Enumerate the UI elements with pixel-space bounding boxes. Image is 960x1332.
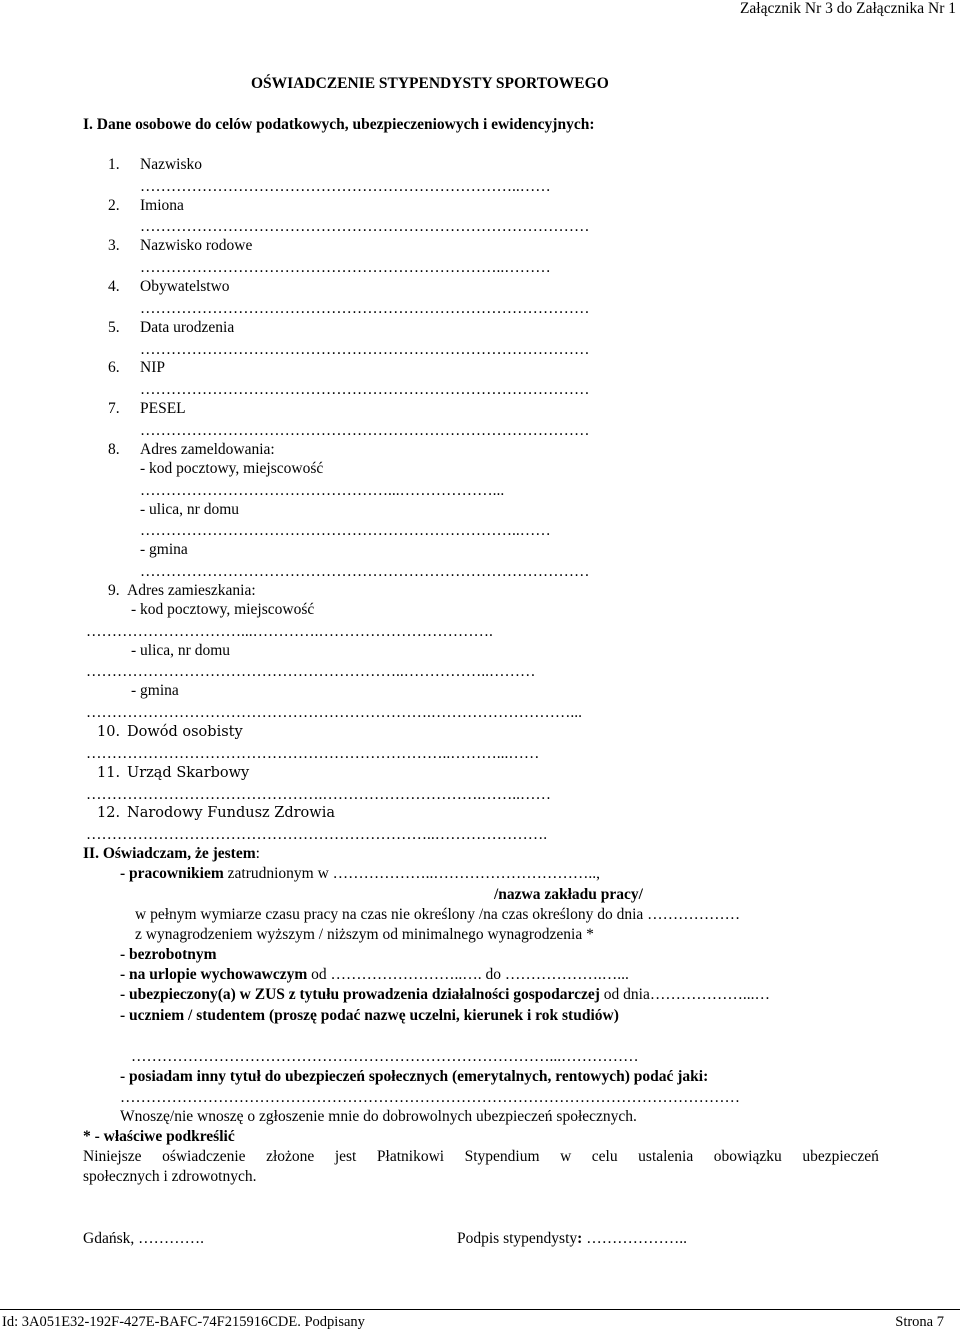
registered-gmina-field[interactable]: …………………………………………………………………………… [140, 563, 590, 580]
item-label-nfz: Narodowy Fundusz Zdrowia [127, 805, 335, 821]
footer-id: Id: 3A051E32-192F-427E-BAFC-74F215916CDE. Podpisany [2, 1314, 365, 1330]
statement-word: Niniejsze [83, 1148, 142, 1165]
option-parental-bold: - na urlopie wychowawczym [120, 966, 308, 983]
option-student[interactable]: - uczniem / studentem (proszę podać nazwę uczelni, kierunek i rok studiów) [120, 1007, 619, 1024]
signature-field[interactable] [457, 1230, 687, 1248]
signature-label: Podpis stypendysty [457, 1230, 578, 1247]
residence-postal-field[interactable]: …………………………...………….……………………………. [86, 623, 493, 640]
voluntary-insurance: Wnoszę/nie wnoszę o zgłoszenie mnie do dobrowolnych ubezpieczeń społecznych. [120, 1108, 637, 1125]
item-label-data-urodzenia: Data urodzenia [140, 319, 235, 336]
option-unemployed[interactable]: - bezrobotnym [120, 946, 217, 963]
item-num: 3. [108, 237, 120, 254]
item-label-nip: NIP [140, 359, 165, 376]
item-num: 4. [108, 278, 120, 295]
residence-gmina-field[interactable]: ………………………………………………………….………………………... [86, 704, 582, 721]
statement-word: jest [334, 1148, 357, 1165]
signature-colon: : [577, 1230, 583, 1247]
item-label-imiona: Imiona [140, 197, 184, 214]
item-num: 7. [108, 400, 120, 417]
registered-postal-field[interactable]: …………………………………………...………………... [140, 482, 505, 499]
item-label-nazwisko-rodowe: Nazwisko rodowe [140, 237, 253, 254]
other-title-field[interactable]: ………………………………………………………………………………………………………… [120, 1089, 740, 1106]
student-field[interactable]: ………………………………………………………………………...…………… [131, 1048, 639, 1065]
statement-line-1-words [83, 1148, 879, 1166]
statement-word: Płatnikowi [376, 1148, 445, 1165]
option-zus-bold: - ubezpieczony(a) w ZUS z tytułu prowadzenia działalności gospodarczej [120, 986, 600, 1003]
statement-word: oświadczenie [162, 1148, 246, 1165]
item-num: 11. [97, 765, 121, 781]
section-2-heading [83, 845, 260, 863]
field-nip[interactable]: …………………………………………………………………………… [140, 381, 590, 398]
option-parental-rest: od ……………………..…. do ……………….…... [307, 966, 629, 983]
statement-word: ubezpieczeń [802, 1148, 879, 1165]
option-employee-bold: - pracownikiem [120, 865, 224, 882]
field-nfz[interactable]: …………………………………………………………..…………………. [86, 826, 548, 843]
item-num: 8. [108, 441, 120, 458]
item-label-obywatelstwo: Obywatelstwo [140, 278, 230, 295]
address-registered-label: Adres zameldowania: [140, 441, 275, 458]
section-2-heading-bold: II. Oświadczam, że jestem [83, 845, 256, 862]
footer-divider [0, 1309, 960, 1310]
item-num: 10. [97, 724, 121, 740]
field-nazwisko-rodowe[interactable]: ……………………………………………………………..……… [140, 259, 551, 276]
statement-line-1 [83, 1148, 879, 1166]
statement-word: złożone [266, 1148, 315, 1165]
item-num: 6. [108, 359, 120, 376]
item-label-urzad: Urząd Skarbowy [127, 765, 250, 781]
residence-gmina-label: - gmina [131, 682, 179, 699]
option-employee[interactable] [120, 865, 600, 883]
option-employee-rest: zatrudnionym w ………………..………………………….., [223, 865, 601, 882]
fulltime-line: w pełnym wymiarze czasu pracy na czas nie określony /na czas określony do dnia ……………… [135, 906, 741, 923]
document-title: OŚWIADCZENIE STYPENDYSTY SPORTOWEGO [251, 75, 609, 92]
item-num: 12. [97, 805, 121, 821]
signature-dots: ……………….. [582, 1230, 687, 1247]
item-label-dowod: Dowód osobisty [127, 724, 243, 740]
item-label-pesel: PESEL [140, 400, 186, 417]
statement-word: w [560, 1148, 572, 1165]
item-label-nazwisko: Nazwisko [140, 156, 202, 173]
field-urzad[interactable]: ……………………………………….………………………….……..…… [86, 786, 551, 803]
option-other-title[interactable]: - posiadam inny tytuł do ubezpieczeń społecznych (emerytalnych, rentowych) podać jaki: [120, 1068, 709, 1085]
registered-street-label: - ulica, nr domu [140, 501, 240, 518]
field-obywatelstwo[interactable]: …………………………………………………………………………… [140, 300, 590, 317]
address-residence-label: Adres zamieszkania: [127, 582, 256, 599]
field-pesel[interactable]: …………………………………………………………………………… [140, 422, 590, 439]
field-data-urodzenia[interactable]: …………………………………………………………………………… [140, 341, 590, 358]
option-zus-rest: od dnia………………...… [599, 986, 770, 1003]
section-1-heading: I. Dane osobowe do celów podatkowych, ubezpieczeniowych i ewidencyjnych: [83, 116, 595, 133]
employer-caption: /nazwa zakładu pracy/ [494, 886, 643, 903]
statement-line-2: społecznych i zdrowotnych. [83, 1168, 257, 1185]
field-dowod[interactable]: ……………………………………………………………..………...…… [86, 745, 540, 762]
option-parental[interactable] [120, 966, 629, 984]
item-num: 1. [108, 156, 120, 173]
registered-gmina-label: - gmina [140, 541, 188, 558]
statement-word: obowiązku [713, 1148, 782, 1165]
field-imiona[interactable]: …………………………………………………………………………… [140, 218, 590, 235]
item-num: 5. [108, 319, 120, 336]
place-date[interactable]: Gdańsk, …………. [83, 1230, 204, 1247]
section-2-heading-colon: : [255, 845, 260, 862]
residence-street-field[interactable]: ……………………………………………………..……………..……… [86, 663, 536, 680]
registered-street-field[interactable]: ………………………………………………………………..…… [140, 522, 551, 539]
field-nazwisko[interactable]: ………………………………………………………………..…… [140, 178, 551, 195]
footnote: * - właściwe podkreślić [83, 1128, 235, 1145]
residence-street-label: - ulica, nr domu [131, 642, 231, 659]
option-zus[interactable] [120, 986, 770, 1004]
footer-page: Strona 7 [895, 1314, 944, 1330]
residence-postal-label: - kod pocztowy, miejscowość [131, 601, 315, 618]
item-num: 9. [108, 582, 120, 599]
item-num: 2. [108, 197, 120, 214]
statement-word: ustalenia [638, 1148, 694, 1165]
annex-label: Załącznik Nr 3 do Załącznika Nr 1 [739, 0, 956, 17]
registered-postal-label: - kod pocztowy, miejscowość [140, 460, 324, 477]
statement-word: Stypendium [464, 1148, 540, 1165]
salary-line: z wynagrodzeniem wyższym / niższym od minimalnego wynagrodzenia * [135, 926, 594, 943]
statement-word: celu [591, 1148, 618, 1165]
